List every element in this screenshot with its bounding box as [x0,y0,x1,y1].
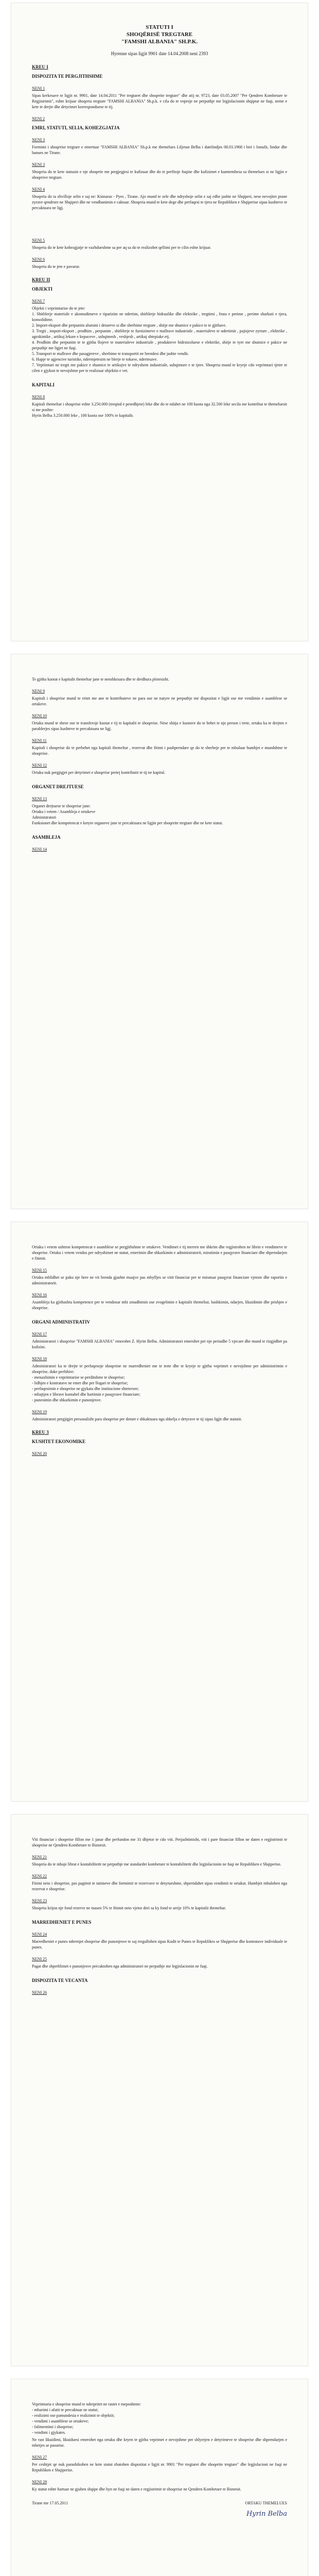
article-text: Sipas kerkesave te ligjit nr. 9901, date 14.04.2011 "Per tregtaret dhe shoqerite tregtare" dhe atij nr. 9723, date 03.05.2007 "Per Qendren Kombetare te Regjistrimit", eshte krijuar shoqeria tregtare "FAMSHI ALBANIA" Sh.p.k. e cila do te veproje ne perputhje me legjislacionin shqiptar ne fuqi, neme e kete te drejte dhe detyrimet korresponduese te tij. [32,93,287,109]
section-heading: DISPOZITA TE PERGJITHSHME [32,74,103,79]
article-heading: NENI 10 [32,714,47,718]
section-heading: ASAMBLEJA [32,835,61,840]
article-text: Objekti i veprimtarise do te jete: 1. Shitblerje materiale e akomodimeve e tiparizim ne ndertim, shitblerje hidraulike dhe elektrike , tregtimi , fruta e perime , perime sharkuti e tjera, konsolidime. 2. Import-eksport dhe perpunim alumini i detareve si dhe sherbime tregtare , shitje me shumice e pakice te te gjithave. 3. Tregti , import-eksport , prodhim , perpunim , shitblerje te furnizimeve e mallrave industriale , materialeve te ndertimit , pajisjeve zyrtare , elektrike , agrokimike , artikuj lekure e kepuceve , ushqimesh , veshjesh , artikuj shtepiake etj. 4. Prodhim dhe perpunim te te gjitha llojeve te materialeve industriale , produkteve hidroizoluese e elektrike, shitje te tyre me shumice e pakice ne perputhje me ligjet ne fuqi. 5. Transport te mallrave dhe pasagjereve , sherbime te transportit ne brendesi dhe jashte vendit. 6. Hapje te agjencive turistike, ndermjetesim ne blerje te tokave, ndertesave. 7. Veprimtari ne tregti me pakice e shumice te artikujve te ndryshem industriale, ushqimore e te tjere. Shoqeria mund te kryeje cdo veprimtari tjeter te cilen e gjykon te nevojshme per te realizuar objektin e vet. [32,306,287,373]
article-heading: NENI 13 [32,796,47,801]
article-text: Fitimi neto i shoqerise, pas pagimit te tatimeve dhe formimit te rezervave te detyrueshme, shperndahet sipas vendimit te ortakut. Humbjet mbulohen nga rezervat e shoqerise. [32,1881,287,1891]
article-text: Viti financiar i shoqerise fillon me 1 janar dhe perfundon me 31 dhjetor te cdo viti. Perjashtimisht, viti i pare financiar fillon ne daten e regjistrimit te shoqerise ne Qendren Kombetare te Biznesit. [32,1837,287,1848]
article-text: Administratori ka te drejte te perfaqesoje shoqerine ne marredheniet me te trete dhe te kryeje te gjitha veprimet e nevojshme per administrimin e shoqerise, duke perfshire: - menaxhimin e veprimtarise se perditshme te shoqerise; - lidhjen e kontratave ne emer dhe per llogari te shoqerise; - perfaqesimin e shoqerise ne gjykata dhe institucione shteterore; - mbajtjen e librave kontabel dhe hartimin e pasqyrave financiare; - punesimin dhe shkarkimin e punonjesve. [32,1364,287,1402]
article-text: Asambleja ka gjithashtu kompetence per te vendosur mbi zmadhimin ose zvogelimin e kapitalit themeltar, bashkimin, ndarjen, likuidimin dhe prishjen e shoqerise. [32,1300,287,1310]
article-heading: NENI 8 [32,395,45,399]
article-text: Kapitali themeltar i shoqerise eshte 3.250.000 (treqind e pesedhjete) leke dhe do te ndahet ne 100 kuota nga 32.500 leke secila me kontribut te themeluesit si me poshte: Hyrin Belba 3.250.000 leke , 100 kuota ose 100% te kapitalit. [32,402,287,418]
article-text: Organet drejtuese te shoqerise jane: Ortaku i vetem / Asambleja e ortakeve Administratori Funksionet dhe kompetencat e ketyre organeve jane te percaktuara ne ligjin per shoqerite tregtare dhe ne kete statut. [32,804,223,825]
section-heading: DISPOZITA TE VECANTA [32,1978,88,1983]
article-text: Shoqeria do te mbaje librat e kontabilitetit ne perputhje me standardet kombetare te kontabilitetit dhe legjislacionin ne fuqi ne Republiken e Shqiperise. [32,1862,281,1867]
place-date: Tirane me 17.05.2011 [32,2501,68,2505]
article-text: Ortaku mund te shese ose te transferoje kuotat e tij te kapitalit te shoqerise. Nese shitja e kuotave do te behet te nje person i trete, ortaku ka te drejten e parablerjes sipas kushteve te percaktuara ne ligj. [32,721,287,731]
article-text: Shoqeria do te kete statusin e nje shoqerie me pergjegjesi te kufizuar dhe do te perfitoje fuqine dhe kufizimet e kumtemhesa sa themelues si ne ligjin e shoqerive tregtare. [32,170,287,180]
article-heading: NENI 5 [32,238,45,243]
article-text: Administratori i shoqerise "FAMSHI ALBANIA" emerohet Z. Hyrin Belba. Administratori emerohet per nje periudhe 5 vjecare dhe mund te rizgjidhet pa kufizim. [32,1339,287,1349]
section-heading: EMRI, STATUTI, SELIA, KOHEZGJATJA [32,125,120,130]
chapter-heading: KREU I [32,64,48,70]
article-heading: NENI 3 [32,138,45,142]
article-heading: NENI 20 [32,1451,47,1456]
article-text: Ortaku nuk pergjigjet per detyrimet e shoqerise pertej kontributit te tij ne kapital. [32,770,166,775]
article-heading: NENI 7 [32,299,45,303]
article-text: Shoqeria do te kete kohezgjatje te vazhdueshme sa per aq sa do te realizohet qellimi per te cilin eshte krijuar. [32,245,211,250]
article-heading: NENI 2 [32,116,45,121]
article-heading: NENI 4 [32,187,45,192]
signature: Hyrin Belba [246,2510,287,2518]
document-page-1 [11,3,308,641]
article-heading: NENI 18 [32,1357,47,1361]
document-page-3 [11,1222,308,1801]
document-page-2 [11,654,308,1209]
article-heading: NENI 3 [32,162,45,167]
section-heading: KUSHTET EKONOMIKE [32,1439,86,1444]
article-heading: NENI 22 [32,1874,47,1878]
article-text: Kapitali i shoqerise do te perbehet nga kapitali themeltar , rezervat dhe fitimi i pashperndare qe do te sherbeje per te mbuluar humbjet e mundshme te shoqerise. [32,745,287,756]
section-heading: MARREDHENIET E PUNES [32,1920,92,1925]
section-heading: OBJEKTI [32,286,53,292]
article-heading: NENI 6 [32,257,45,262]
article-heading: NENI 27 [32,2455,47,2460]
article-text: Formimi i shoqerise tregtare e emertuar "FAMSHI ALBANIA" Sh.p.k me themelues Liljetan Belba i datelindjes 08.03.1968 i biri i Jonufit, lindur dhe banues ne Tirane. [32,145,287,155]
article-heading: NENI 14 [32,847,47,852]
article-heading: NENI 28 [32,2480,47,2484]
section-heading: ORGANET DREJTUESE [32,784,84,789]
section-heading: ORGANI ADMINISTRATIV [32,1319,91,1325]
chapter-heading: KREU 3 [32,1430,49,1435]
doc-title-3: "FAMSHI ALBANIA" SH.P.K. [121,39,198,45]
article-text: Veprimtaria e shoqerise mund te nderpritet ne rastet e meposhtme: - mbarimi i afatit te percaktuar ne statut; - realizimi ose pamundesia e realizimit te objektit; - vendimi i asamblese se ortakeve; - falimentimi i shoqerise; - vendimi i gjykates. [32,2402,141,2435]
article-text: Ky statut eshte hartuar ne gjuhen shqipe dhe hyn ne fuqi ne daten e regjistrimit te shoqerise ne Qendren Kombetare te Biznesit. [32,2487,241,2492]
article-heading: NENI 9 [32,689,45,693]
article-text: Shoqeria do ta zhvilloje selin e saj ne: Kinnaras - Pyes , Tirane. Ajo mund te zele dhe ndryshoje selin e saj edhe jashte ne Shqiperi, nese nevojitet prane zyrave qendrore ne Shqiperi dhe ne vendbanimin e caktuar. Shoqeria mund te kete dege dhe perfaqesi te tjera ne Republiken e Shqiperise sipas kushteve te percaktuara ne ligj. [32,194,287,210]
article-heading: NENI 24 [32,1932,47,1937]
article-heading: NENI 16 [32,1293,47,1297]
doc-meta: Hyrenne sipas ligjit 9901 date 14.04.2008 neni 2393 [111,51,208,56]
chapter-heading: KREU II [32,277,50,282]
article-heading: NENI 26 [32,1990,47,1995]
article-heading: NENI 1 [32,86,45,91]
article-text: Marredheniet e punes ndermjet shoqerise dhe punonjesve te saj rregullohen sipas Kodit te Punes te Republikes se Shqiperise dhe kontratave individuale te punes. [32,1939,287,1950]
signature-block [32,2509,287,2518]
article-text: Ortaku mblidhet se paku nje here ne vit brenda gjashte muajve pas mbylljes se vitit financiar per te miratuar pasqyrat financiare vjetore dhe raportin e administratorit. [32,1275,287,1285]
doc-title-1: STATUTI I [146,24,173,30]
article-text: Shoqeria do te jete e pavarur. [32,264,80,269]
document-page-4 [11,1815,308,2366]
article-text: Administratori pergjigjet personalisht para shoqerise per demet e shkaktuara nga shkelja e detyrave te tij sipas ligjit dhe statutit. [32,1417,242,1421]
document-page-5 [11,2379,308,2576]
article-text: Pagat dhe shperblimet e punonjesve percaktohen nga administratori ne perputhje me legjislacionin ne fuqi. [32,1964,208,1969]
article-heading: NENI 25 [32,1957,47,1961]
article-heading: NENI 12 [32,763,47,768]
section-heading: KAPITALI [32,382,55,387]
article-text: Per ceshtjet qe nuk parashikohen ne kete statut zbatohen dispozitat e ligjit nr. 9901 "Per tregtaret dhe shoqerite tregtare" dhe legjislacioni ne fuqi ne Republiken e Shqiperise. [32,2462,287,2472]
article-text: Te gjitha kuotat e kapitalit themeltar jane te nenshkruara dhe te derdhura plotesisht. [32,677,169,682]
article-heading: NENI 23 [32,1899,47,1903]
article-text: Ne rast likuidimi, likuiduesi emerohet nga ortaku dhe kryen te gjitha veprimet e nevojshme per shlyerjen e detyrimeve te shoqerise dhe shperndarjen e mbetjes se pasurise. [32,2437,287,2448]
article-heading: NENI 11 [32,738,47,743]
founder-label: ORTAKU THEMELUES [245,2501,287,2505]
article-text: Kapitali i shoqerise mund te rritet me ane te kontributeve ne para ose ne natyre ne perputhje me dispozitat e ligjit ose me vendimin e asamblese se ortakeve. [32,696,287,706]
signature-row [32,2500,287,2506]
doc-title-2: SHOQËRISË TREGTARE [126,31,193,38]
article-text: Shoqeria krijon nje fond rezerve ne masen 5% te fitimit neto vjetor deri sa ky fond te arrije 10% te kapitalit themeltar. [32,1906,226,1910]
article-text: Ortaku i vetem ushtron kompetencat e asamblese se pergjithshme te ortakeve. Vendimet e tij merren me shkrim dhe regjistrohen ne librin e vendimeve te shoqerise. Ortaku i vetem vendos per ndryshimet ne statut, emerimin dhe shkarkimin e administratorit, miratimin e pasqyrave financiare dhe shperndarjen e fitimit. [32,1245,287,1261]
article-heading: NENI 19 [32,1410,47,1414]
article-heading: NENI 15 [32,1268,47,1273]
article-heading: NENI 17 [32,1332,47,1336]
article-heading: NENI 21 [32,1855,47,1859]
